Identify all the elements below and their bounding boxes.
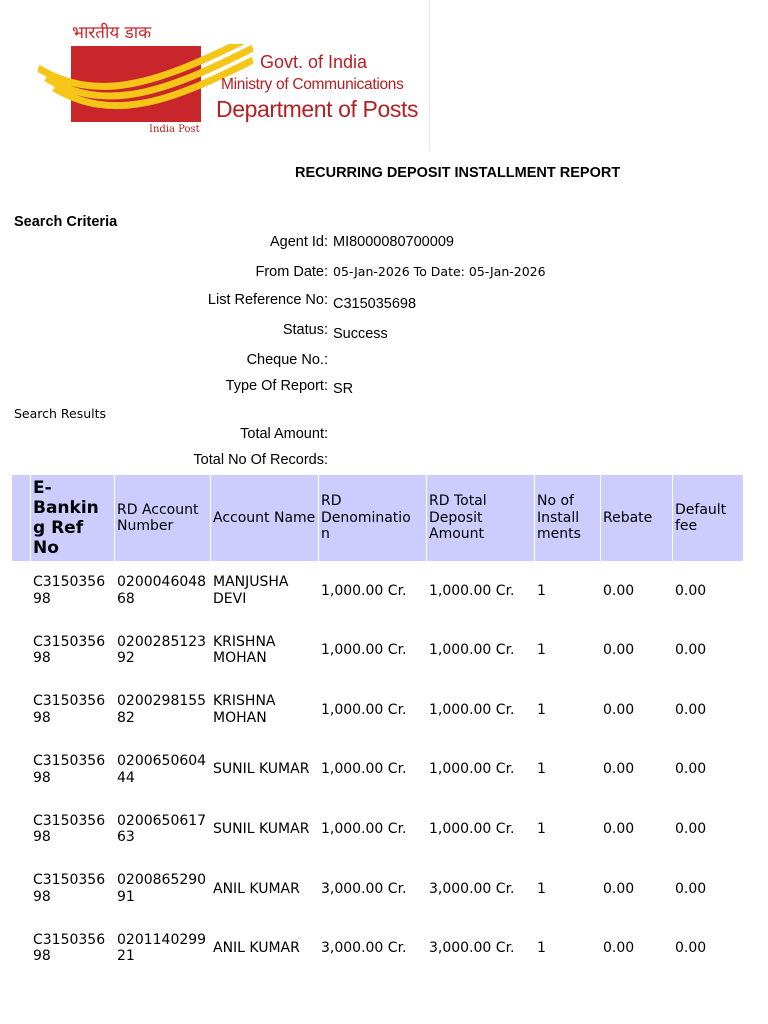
cell-denomination: 3,000.00 Cr. [321, 880, 407, 897]
cell-total: 1,000.00 Cr. [429, 820, 515, 837]
logo-india-post-text: India Post [149, 124, 200, 135]
header-rebate: Rebate [601, 475, 673, 561]
cell-name: KRISHNA MOHAN [213, 693, 276, 726]
header-rd-total-deposit: RD Total Deposit Amount [427, 475, 535, 561]
cell-denomination: 1,000.00 Cr. [321, 582, 407, 599]
cell-total: 1,000.00 Cr. [429, 761, 515, 778]
cell-account: 0200046048 68 [117, 574, 207, 607]
cell-name: ANIL KUMAR [213, 880, 300, 897]
cell-installments: 1 [537, 582, 546, 599]
header-spacer [12, 475, 31, 561]
row-spacer [12, 859, 31, 919]
row-spacer [12, 561, 31, 621]
status-value: Success [333, 326, 388, 342]
cell-ref: C3150356 98 [33, 931, 106, 965]
report-type-label: Type Of Report: [225, 378, 328, 394]
logo-govt-text: Govt. of India [260, 52, 368, 72]
cell-ref: C3150356 98 [33, 633, 106, 667]
search-results-title: Search Results [14, 406, 107, 421]
header-default-fee: Default fee [673, 475, 744, 561]
date-range-value: 05-Jan-2026 To Date: 05-Jan-2026 [333, 264, 546, 279]
cell-name: ANIL KUMAR [213, 940, 300, 957]
table-row [12, 740, 744, 800]
report-type-value: SR [333, 381, 354, 397]
cell-ref: C3150356 98 [33, 872, 106, 905]
cell-installments: 1 [537, 820, 546, 837]
cell-total: 3,000.00 Cr. [429, 940, 515, 957]
cell-total: 1,000.00 Cr. [429, 701, 515, 718]
cell-default-fee: 0.00 [675, 582, 707, 599]
row-spacer [12, 919, 31, 979]
cell-account: 0200285123 92 [117, 633, 207, 667]
cell-name: KRISHNA MOHAN [213, 633, 276, 667]
cell-account: 0200650617 63 [117, 812, 207, 846]
from-date-label: From Date: [255, 264, 328, 280]
cell-rebate: 0.00 [603, 761, 635, 778]
cell-installments: 1 [537, 642, 546, 659]
cell-rebate: 0.00 [603, 582, 635, 599]
cell-default-fee: 0.00 [675, 820, 707, 837]
cell-account: 0200650604 44 [117, 753, 207, 786]
cell-ref: C3150356 98 [33, 574, 106, 607]
cheque-label: Cheque No.: [246, 352, 328, 368]
header-ebanking-ref: E-Bankin g Ref No [31, 475, 115, 561]
cell-installments: 1 [537, 701, 546, 718]
cell-ref: C3150356 98 [33, 812, 106, 846]
table-row [12, 680, 744, 740]
logo-ministry-text: Ministry of Communications [221, 76, 404, 93]
agent-id-value: MI8000080700009 [333, 234, 454, 250]
cell-account: 0200298155 82 [117, 693, 207, 726]
cell-default-fee: 0.00 [675, 642, 707, 659]
cell-installments: 1 [537, 940, 546, 957]
total-amount-label: Total Amount: [240, 426, 328, 442]
search-criteria-title: Search Criteria [14, 214, 118, 230]
cell-total: 1,000.00 Cr. [429, 642, 515, 659]
logo-department-text: Department of Posts [216, 96, 419, 122]
cell-installments: 1 [537, 880, 546, 897]
table-row [12, 859, 744, 919]
status-label: Status: [282, 322, 328, 338]
india-post-logo [38, 18, 438, 143]
cell-name: SUNIL KUMAR [213, 820, 310, 837]
cell-rebate: 0.00 [603, 880, 635, 897]
table-row [12, 919, 744, 979]
cell-rebate: 0.00 [603, 642, 635, 659]
cell-installments: 1 [537, 761, 546, 778]
logo-hindi-text: भारतीय डाक [72, 23, 152, 43]
cell-rebate: 0.00 [603, 820, 635, 837]
table-row [12, 799, 744, 859]
row-spacer [12, 621, 31, 681]
header-no-of-installments: No of Install ments [535, 475, 601, 561]
cell-rebate: 0.00 [603, 701, 635, 718]
cell-total: 1,000.00 Cr. [429, 582, 515, 599]
list-reference-label: List Reference No: [207, 292, 328, 308]
cell-default-fee: 0.00 [675, 880, 707, 897]
row-spacer [12, 799, 31, 859]
cell-denomination: 1,000.00 Cr. [321, 701, 407, 718]
table-header-row [12, 475, 744, 561]
cell-name: MANJUSHA DEVI [213, 574, 289, 607]
cell-default-fee: 0.00 [675, 761, 707, 778]
cell-account: 0201140299 21 [117, 931, 207, 965]
header-account-name: Account Name [211, 475, 319, 561]
row-spacer [12, 680, 31, 740]
agent-id-label: Agent Id: [269, 234, 328, 250]
cell-ref: C3150356 98 [33, 753, 106, 786]
cell-default-fee: 0.00 [675, 701, 707, 718]
cell-denomination: 1,000.00 Cr. [321, 642, 407, 659]
cell-denomination: 3,000.00 Cr. [321, 940, 407, 957]
table-row [12, 561, 744, 621]
cell-name: SUNIL KUMAR [213, 761, 310, 778]
cell-denomination: 1,000.00 Cr. [321, 761, 407, 778]
table-row [12, 621, 744, 681]
results-table [12, 475, 744, 978]
cell-ref: C3150356 98 [33, 693, 106, 726]
header-rd-denomination: RD Denominatio n [319, 475, 427, 561]
list-reference-value: C315035698 [333, 296, 417, 312]
cell-rebate: 0.00 [603, 940, 635, 957]
cell-denomination: 1,000.00 Cr. [321, 820, 407, 837]
cell-total: 3,000.00 Cr. [429, 880, 515, 897]
cell-default-fee: 0.00 [675, 940, 707, 957]
cell-account: 0200865290 91 [117, 872, 207, 905]
table-body [12, 561, 744, 978]
row-spacer [12, 740, 31, 800]
header-rd-account-number: RD Account Number [115, 475, 211, 561]
total-records-label: Total No Of Records: [193, 452, 328, 468]
report-title: RECURRING DEPOSIT INSTALLMENT REPORT [295, 165, 621, 181]
